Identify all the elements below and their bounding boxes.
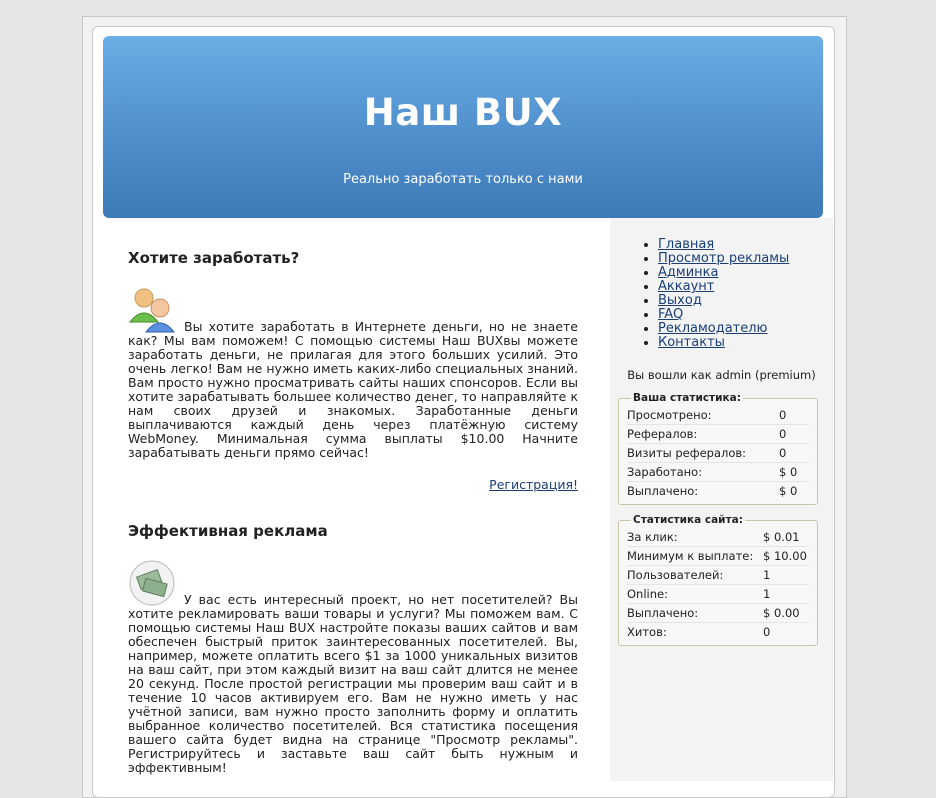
nav-item-account — [658, 280, 789, 294]
nav-link-faq[interactable]: FAQ — [658, 307, 684, 322]
stat-row-viewed: Просмотрено: 0 — [627, 406, 809, 425]
nav-item-home — [658, 238, 789, 252]
nav-link-admin[interactable]: Админка — [658, 265, 719, 280]
article-earn — [128, 251, 578, 492]
stat-row-users: Пользователей: 1 — [627, 566, 809, 585]
article-advertising — [128, 524, 578, 775]
article-heading: Эффективная реклама — [128, 522, 328, 540]
site-stats-title: Статистика сайта: — [633, 514, 743, 526]
nav-link-advertiser[interactable]: Рекламодателю — [658, 321, 768, 336]
article-body: Вы хотите заработать в Интернете деньги, но не знаете как? Мы вам поможем! С помощью системы Наш BUXвы можете заработать деньги, не прилагая для этого больших усилий. Это очень легко! Вам не нужно иметь каких-либо специальных знаний. Вам просто нужно просматривать сайты наших спонсоров. Если вы хотите зарабатывать большее количество денег, то направляйте к нам своих друзей и знакомых. Заработанные деньги выплачиваются каждый день через платёжную систему WebMoney. Минимальная сумма выплаты $10.00 Начните зарабатывать деньги прямо сейчас! — [128, 319, 578, 460]
money-icon — [128, 559, 176, 607]
site-title: Наш BUX — [363, 91, 563, 134]
logged-in-status: Вы вошли как admin (premium) — [627, 368, 816, 382]
nav-link-account[interactable]: Аккаунт — [658, 279, 715, 294]
register-link[interactable]: Регистрация! — [489, 477, 578, 492]
stat-row-min-payout: Минимум к выплате: $ 10.00 — [627, 547, 809, 566]
nav-item-advertiser — [658, 322, 789, 336]
stat-row-online: Online: 1 — [627, 585, 809, 604]
site-subtitle: Реально заработать только с нами — [343, 172, 583, 187]
nav-link-view-ads[interactable]: Просмотр рекламы — [658, 251, 790, 266]
nav-link-home[interactable]: Главная — [658, 237, 715, 252]
article-heading: Хотите заработать? — [128, 249, 300, 267]
stat-row-earned: Заработано: $ 0 — [627, 463, 809, 482]
stat-row-total-paid: Выплачено: $ 0.00 — [627, 604, 809, 623]
stat-row-referrals: Рефералов: 0 — [627, 425, 809, 444]
article-body: У вас есть интересный проект, но нет посетителей? Вы хотите рекламировать ваши товары и услуги? Мы поможем вам. С помощью системы Наш BUX настройте показы ваших сайтов и вам обеспечен быстрый приток заинтересованных посетителей. Вы, например, можете оплатить всего $1 за 1000 уникальных визитов на ваш сайт, при этом каждый визит на ваш сайт длится не менее 20 секунд. После простой регистрации мы проверим ваш сайт и в течение 10 часов активируем его. Вам не нужно иметь у нас учётной записи, вам нужно просто заполнить форму и оплатить выбранное количество посетителей. Вся статистика посещения вашего сайта будет видна на странице "Просмотр рекламы". Регистрируйтесь и заставьте ваш сайт быть нужным и эффективным! — [128, 592, 578, 775]
nav-item-view-ads — [658, 252, 789, 266]
users-icon — [128, 286, 176, 334]
nav-link-logout[interactable]: Выход — [658, 293, 702, 308]
stat-row-paid: Выплачено: $ 0 — [627, 484, 798, 498]
user-stats-title: Ваша статистика: — [633, 392, 741, 404]
sidebar — [610, 218, 833, 781]
main-content — [128, 218, 578, 775]
stat-row-per-click: За клик: $ 0.01 — [627, 528, 809, 547]
stat-row-hits: Хитов: 0 — [627, 625, 771, 639]
stat-row-referral-visits: Визиты рефералов: 0 — [627, 444, 809, 463]
user-stats-box — [618, 392, 818, 505]
nav-link-contacts[interactable]: Контакты — [658, 335, 725, 350]
main-nav — [638, 238, 789, 350]
nav-item-admin — [658, 266, 789, 280]
nav-item-logout — [658, 294, 789, 308]
site-stats-box — [618, 514, 818, 646]
site-header — [103, 36, 823, 218]
nav-item-faq — [658, 308, 789, 322]
nav-item-contacts — [658, 336, 789, 350]
